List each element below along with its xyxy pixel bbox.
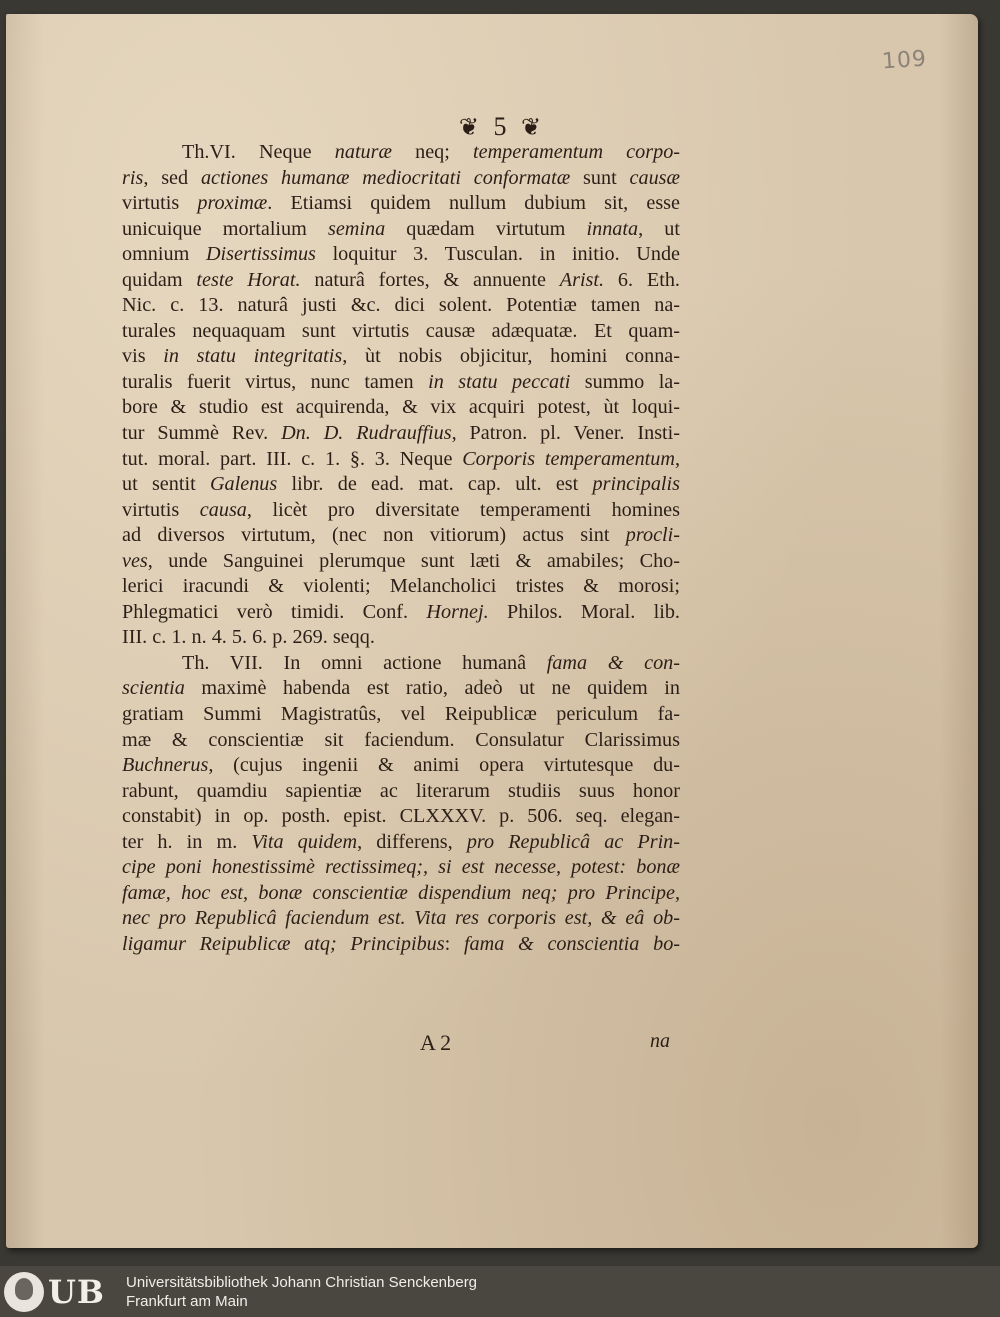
text-line xyxy=(122,370,680,396)
text-line xyxy=(122,625,680,651)
library-name-line1: Universitätsbibliothek Johann Christian Senckenberg xyxy=(126,1274,478,1291)
text-segment: turalis fuerit virtus, nunc tamen xyxy=(122,370,429,393)
text-segment: naturâ fortes, & annuente xyxy=(300,268,560,291)
text-line xyxy=(122,549,680,575)
catchword: na xyxy=(650,1030,670,1052)
text-segment: , Patron. pl. Vener. Insti- xyxy=(451,422,680,445)
text-segment: Galenus xyxy=(209,473,278,496)
handwritten-page-mark: 109 xyxy=(881,46,928,75)
text-line xyxy=(122,702,680,728)
text-segment: unicuique mortalium xyxy=(122,217,328,240)
text-line xyxy=(122,421,680,447)
text-segment: : xyxy=(444,932,464,955)
text-segment: tur Summè Rev. xyxy=(122,422,282,445)
text-segment: procli- xyxy=(625,524,680,547)
text-line xyxy=(122,217,680,243)
ornament-right-icon: ❦ xyxy=(521,115,542,141)
text-segment: causæ xyxy=(629,166,680,189)
text-segment: quædam virtutum xyxy=(385,217,587,240)
library-banner xyxy=(0,1266,1000,1317)
text-segment: maximè habenda est ratio, adeò ut ne quidem in xyxy=(184,677,680,700)
text-segment: Nic. c. 13. naturâ justi &c. dici solent. Potentiæ tamen na- xyxy=(122,294,680,317)
text-line xyxy=(122,344,680,370)
text-segment: virtutis xyxy=(122,192,198,215)
text-segment: Th.VI. Neque xyxy=(182,141,335,163)
text-segment: ris xyxy=(122,166,144,189)
text-segment: actiones humanæ mediocritati conformatæ xyxy=(200,166,571,189)
text-line xyxy=(122,804,680,830)
text-segment: temperamentum corpo- xyxy=(473,141,680,163)
text-line xyxy=(122,268,680,294)
text-segment: ter h. in m. xyxy=(122,830,252,853)
text-segment: fama & con- xyxy=(546,651,680,674)
text-line xyxy=(122,191,680,217)
text-line xyxy=(122,472,680,498)
text-segment: quidam xyxy=(122,268,197,291)
text-segment: scientia xyxy=(122,677,185,700)
text-segment: Corporis temperamentum xyxy=(462,447,675,470)
text-segment: lerici iracundi & violenti; Melancholici tristes & morosi; xyxy=(122,575,680,598)
text-segment: constabit) in op. posth. epist. CLXXXV. p. 506. seq. elegan- xyxy=(122,805,680,828)
text-segment: Dn. D. Rudrauffius xyxy=(281,422,452,445)
signature-mark: A 2 xyxy=(420,1030,452,1055)
text-segment: ad diversos virtutum, (nec non vitiorum) actus sint xyxy=(122,524,626,547)
text-segment: innata xyxy=(586,217,639,240)
text-segment: , licèt pro diversitate temperamenti homines xyxy=(246,498,680,521)
text-segment: in statu integritatis xyxy=(163,345,343,368)
text-segment: rabunt, quamdiu sapientiæ ac literarum studiis suus honor xyxy=(122,779,680,802)
text-line xyxy=(122,881,680,907)
text-line xyxy=(122,498,680,524)
text-segment: , differens, xyxy=(357,830,467,853)
text-segment: sunt xyxy=(570,166,630,189)
text-segment: Buchnerus xyxy=(122,754,209,777)
text-segment: , ùt nobis objicitur, homini conna- xyxy=(342,345,680,368)
text-segment: Phlegmatici verò timidi. Conf. xyxy=(122,600,427,623)
text-segment: , sed xyxy=(143,166,201,189)
text-segment: ligamur Reipublicæ atq; Principibus xyxy=(122,932,445,955)
text-segment: semina xyxy=(327,217,386,240)
text-line xyxy=(122,166,680,192)
text-segment: Philos. Moral. lib. xyxy=(488,600,680,623)
text-line xyxy=(122,932,680,958)
text-segment: Vita quidem xyxy=(251,830,358,853)
text-segment: turales nequaquam sunt virtutis causæ adæquatæ. Et quam- xyxy=(122,319,680,342)
text-segment: in statu peccati xyxy=(428,370,571,393)
library-name xyxy=(126,1273,477,1311)
text-segment: 6. Eth. xyxy=(604,268,680,291)
text-segment: tut. moral. part. III. c. 1. §. 3. Neque xyxy=(122,447,463,470)
text-segment: , (cujus ingenii & animi opera virtutesque du- xyxy=(208,754,680,777)
text-line xyxy=(122,395,680,421)
text-segment: libr. de ead. mat. cap. ult. est xyxy=(277,473,593,496)
text-segment: naturæ xyxy=(334,141,392,163)
page-number: 5 xyxy=(493,112,507,141)
text-segment: fama & conscientia bo- xyxy=(463,932,680,955)
text-segment: loquitur 3. Tusculan. in initio. Unde xyxy=(315,243,680,266)
ub-logo-text: UB xyxy=(48,1272,105,1311)
page-header xyxy=(0,112,1000,142)
text-line xyxy=(122,906,680,932)
text-line xyxy=(122,574,680,600)
text-line xyxy=(122,293,680,319)
text-segment: , unde Sanguinei plerumque sunt læti & amabiles; Cho- xyxy=(147,549,680,572)
text-line xyxy=(122,447,680,473)
text-segment: , ut xyxy=(638,217,680,240)
library-name-line2: Frankfurt am Main xyxy=(126,1293,248,1310)
text-segment: pro Republicâ ac Prin- xyxy=(466,830,680,853)
text-segment: nec pro Republicâ faciendum est. Vita res corporis est, & eâ ob- xyxy=(122,907,680,930)
text-segment: Arist. xyxy=(559,268,605,291)
text-line xyxy=(122,779,680,805)
text-line xyxy=(122,651,680,677)
text-segment: cipe poni honestissimè rectissimeq;, si est necesse, potest: bonæ xyxy=(122,856,680,879)
text-segment: , xyxy=(674,447,680,470)
text-line xyxy=(122,242,680,268)
text-segment: principalis xyxy=(592,473,680,496)
portrait-icon xyxy=(4,1272,44,1312)
text-segment: III. c. 1. n. 4. 5. 6. p. 269. seqq. xyxy=(122,626,375,649)
text-segment: omnium xyxy=(122,243,206,266)
text-line xyxy=(122,600,680,626)
text-segment: neq; xyxy=(391,141,473,163)
text-segment: Hornej. xyxy=(426,600,489,623)
text-line xyxy=(122,855,680,881)
text-segment: bore & studio est acquirenda, & vix acquiri potest, ùt loqui- xyxy=(122,396,680,419)
text-segment: Disertissimus xyxy=(205,243,316,266)
text-segment: vis xyxy=(122,345,164,368)
text-segment: virtutis xyxy=(122,498,200,521)
text-segment: summo la- xyxy=(570,370,680,393)
text-segment: teste Horat. xyxy=(196,268,301,291)
text-line xyxy=(122,830,680,856)
text-segment: mæ & conscientiæ sit faciendum. Consulatur Clarissimus xyxy=(122,728,680,751)
text-segment: causa xyxy=(199,498,247,521)
text-line xyxy=(122,676,680,702)
text-segment: ves xyxy=(122,549,148,572)
text-line xyxy=(122,753,680,779)
text-line xyxy=(122,728,680,754)
ornament-left-icon: ❦ xyxy=(458,115,479,141)
text-segment: Th. VII. In omni actione humanâ xyxy=(182,651,547,674)
text-line xyxy=(122,140,680,166)
text-segment: . Etiamsi quidem nullum dubium sit, esse xyxy=(267,192,680,215)
text-segment: gratiam Summi Magistratûs, vel Reipublicæ periculum fa- xyxy=(122,703,680,726)
text-line xyxy=(122,319,680,345)
body-text xyxy=(122,140,680,958)
text-segment: ut sentit xyxy=(122,473,210,496)
text-segment: famæ, hoc est, bonæ conscientiæ dispendium neq; pro Principe, xyxy=(122,881,680,904)
library-logo[interactable] xyxy=(4,1270,116,1313)
text-line xyxy=(122,523,680,549)
text-segment: proximæ xyxy=(197,192,268,215)
